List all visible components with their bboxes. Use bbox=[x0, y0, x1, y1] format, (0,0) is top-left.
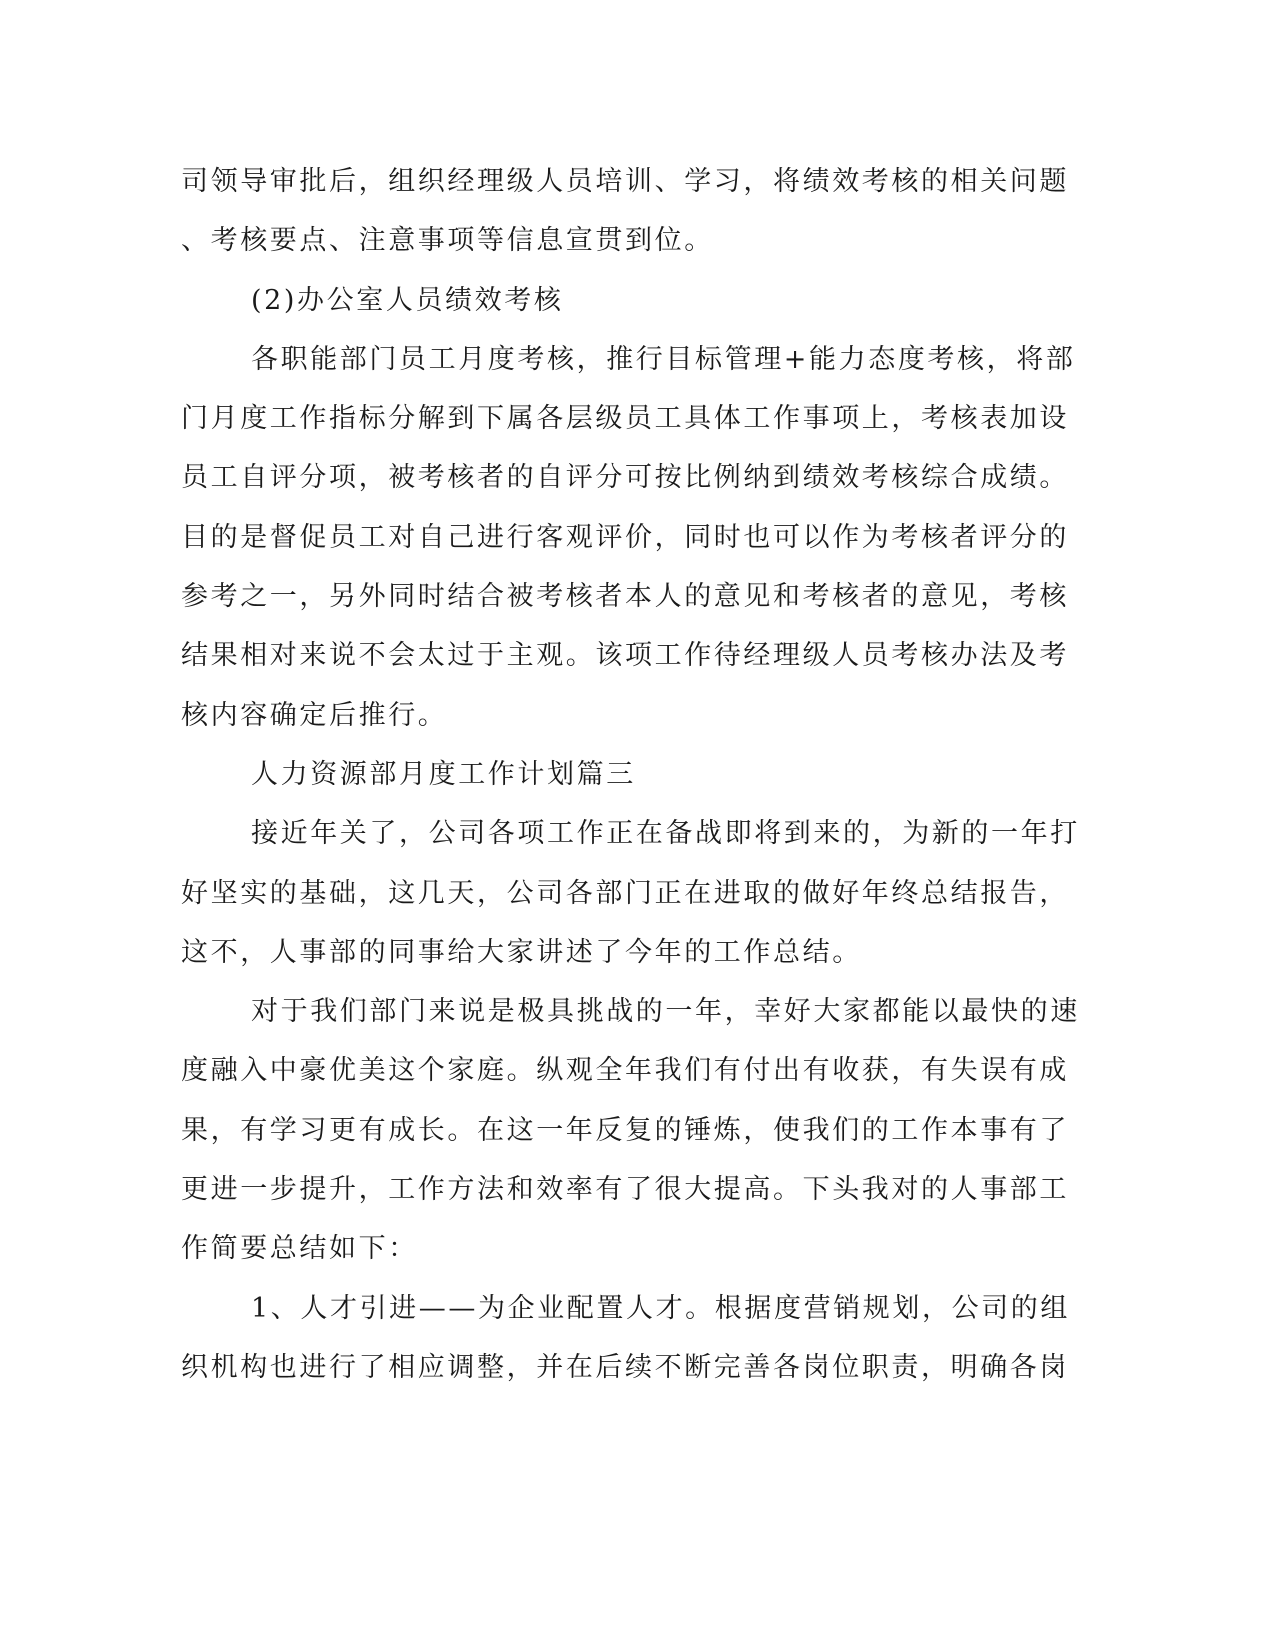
text-line-8: 参考之一，另外同时结合被考核者本人的意见和考核者的意见，考核 bbox=[181, 581, 1069, 613]
section-heading-plan-three: 人力资源部月度工作计划篇三 bbox=[251, 758, 636, 790]
text-line-9: 结果相对来说不会太过于主观。该项工作待经理级人员考核办法及考 bbox=[181, 640, 1069, 672]
text-line-17: 果，有学习更有成长。在这一年反复的锤炼，使我们的工作本事有了 bbox=[181, 1114, 1069, 1146]
text-line-19: 作简要总结如下： bbox=[181, 1233, 418, 1265]
text-line-4: 各职能部门员工月度考核，推行目标管理+能力态度考核，将部 bbox=[251, 343, 1076, 375]
document-body bbox=[181, 152, 1080, 1397]
text-line-16: 度融入中豪优美这个家庭。纵观全年我们有付出有收获，有失误有成 bbox=[181, 1055, 1069, 1087]
text-line-13: 好坚实的基础，这几天，公司各部门正在进取的做好年终总结报告， bbox=[181, 877, 1069, 909]
text-line-10: 核内容确定后推行。 bbox=[181, 699, 448, 731]
text-line-12: 接近年关了，公司各项工作正在备战即将到来的，为新的一年打 bbox=[251, 818, 1080, 850]
text-line-21: 织机构也进行了相应调整，并在后续不断完善各岗位职责，明确各岗 bbox=[181, 1351, 1069, 1383]
text-line-1: 司领导审批后，组织经理级人员培训、学习，将绩效考核的相关问题 bbox=[181, 166, 1069, 197]
text-line-7: 目的是督促员工对自己进行客观评价，同时也可以作为考核者评分的 bbox=[181, 521, 1069, 553]
text-line-20: 1、人才引进——为企业配置人才。根据度营销规划，公司的组 bbox=[251, 1292, 1070, 1324]
text-line-6: 员工自评分项，被考核者的自评分可按比例纳到绩效考核综合成绩。 bbox=[181, 462, 1069, 494]
text-line-5: 门月度工作指标分解到下属各层级员工具体工作事项上，考核表加设 bbox=[181, 403, 1069, 435]
text-line-2: 、考核要点、注意事项等信息宣贯到位。 bbox=[181, 225, 714, 257]
text-line-18: 更进一步提升，工作方法和效率有了很大提高。下头我对的人事部工 bbox=[181, 1174, 1069, 1206]
text-line-15: 对于我们部门来说是极具挑战的一年，幸好大家都能以最快的速 bbox=[251, 996, 1080, 1028]
text-line-14: 这不，人事部的同事给大家讲述了今年的工作总结。 bbox=[181, 936, 862, 968]
section-heading-office-assessment: (2)办公室人员绩效考核 bbox=[251, 284, 564, 316]
